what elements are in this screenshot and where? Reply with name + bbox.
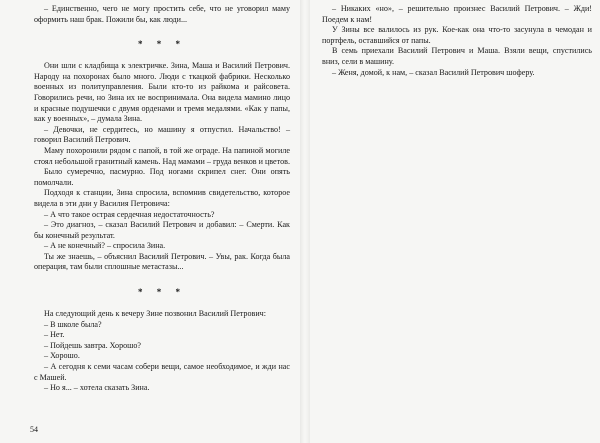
paragraph: – Девочки, не сердитесь, но машину я отпустил. Начальство! – говорил Василий Петрович. (34, 124, 290, 145)
paragraph: На следующий день к вечеру Зине позвонил Василий Петрович: (44, 309, 266, 319)
paragraph: Маму похоронили рядом с папой, в той же ограде. На папиной могиле стоял небольшой гранитный камень. Над мамами – груда венков и цветов. (34, 145, 290, 166)
paragraph: – Это диагноз, – сказал Василий Петрович и добавил: – Смерти. Как бы конечный результат. (34, 220, 290, 240)
section-separator: * * * (138, 39, 186, 50)
paragraph: В семь приехали Василий Петрович и Маша. Взяли вещи, спустились вниз, сели в машину. (322, 46, 592, 66)
paragraph: – Пойдешь завтра. Хорошо? (44, 340, 142, 350)
paragraph: У Зины все валилось из рук. Кое-как она что-то засунула в чемодан и портфель, оставшийся от папы. (322, 25, 592, 45)
page-number: 54 (30, 425, 38, 434)
paragraph: – А не конечный? – спросила Зина. (44, 241, 166, 251)
paragraph: – В школе была? (44, 319, 102, 329)
paragraph: – Хорошо. (44, 351, 80, 361)
paragraph: Было сумеречно, пасмурно. Под ногами скрипел снег. Они опять помолчали. (34, 167, 290, 187)
section-separator: * * * (138, 287, 186, 298)
right-page (310, 0, 600, 443)
paragraph: – Нет. (44, 330, 65, 340)
paragraph: Они шли с кладбища к электричке. Зина, Маша и Василий Петрович. Народу на похоронах было много. Люди с ткацкой фабрики. Несколько военных из политуправления. Были кто-то из райкома и райсовета. Говорились речи, но Зина их не воспринимала. Она видела мамино лицо и красные подушечки с двумя орденами и тремя медалями. «Как у папы, как у военных», – думала Зина. (34, 61, 290, 124)
book-gutter (300, 0, 310, 443)
paragraph: – Никаких «но», – решительно произнес Василий Петрович. – Жди! Поедем к нам! (322, 4, 592, 24)
paragraph: – А что такое острая сердечная недостаточность? (44, 209, 215, 219)
paragraph: – А сегодня к семи часам собери вещи, самое необходимое, и жди нас с Машей. (34, 362, 290, 382)
paragraph: – Женя, домой, к нам, – сказал Василий Петрович шоферу. (332, 67, 535, 77)
paragraph: Подходя к станции, Зина спросила, вспомнив свидетельство, которое видела в эти дни у Василия Петровича: (34, 188, 290, 208)
paragraph: Ты же знаешь, – объяснил Василий Петрович. – Увы, рак. Когда была операция, там были сплошные метастазы... (34, 251, 290, 272)
paragraph: – Но я... – хотела сказать Зина. (44, 383, 150, 393)
paragraph: – Единственно, чего не могу простить себе, что не уговорил маму оформить наш брак. Пожили бы, как люди... (34, 4, 290, 24)
